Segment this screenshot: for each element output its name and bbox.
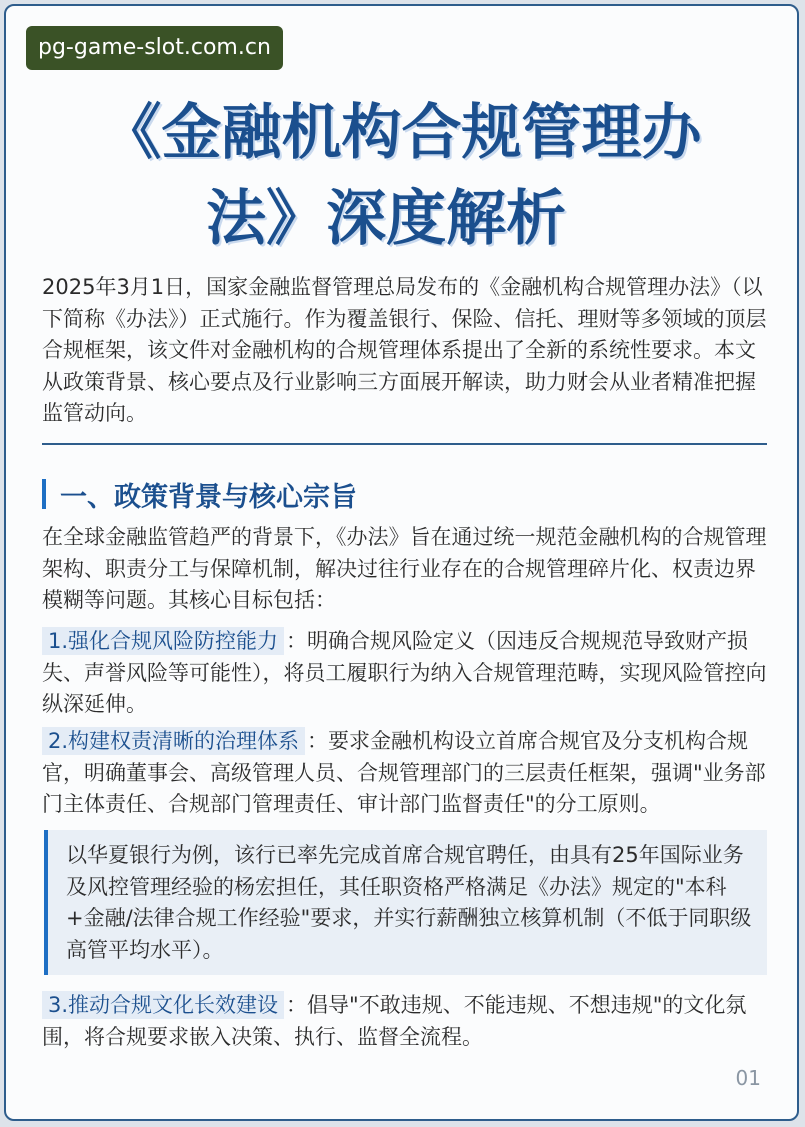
point-1-paragraph bbox=[42, 626, 767, 721]
example-callout: 以华夏银行为例，该行已率先完成首席合规官聘任，由具有25年国际业务及风控管理经验的杨宏担任，其任职资格严格满足《办法》规定的"本科+金融/法律合规工作经验"要求，并实行薪酬独立核算机制（不低于同职级高管平均水平）。 bbox=[44, 830, 767, 975]
point-2-paragraph bbox=[42, 726, 767, 821]
point-3-paragraph bbox=[42, 990, 767, 1053]
title-line-2: 法》深度解析 bbox=[206, 184, 566, 254]
page-number: 01 bbox=[735, 1066, 761, 1090]
point-2-text: ：要求金融机构设立首席合规官及分支机构合规官，明确董事会、高级管理人员、合规管理部门的三层责任框架，强调"业务部门主体责任、合规部门管理责任、审计部门监督责任"的分工原则。 bbox=[42, 729, 766, 816]
point-1-text: ：明确合规风险定义（因违反合规规范导致财产损失、声誉风险等可能性），将员工履职行为纳入合规管理范畴，实现风险管控向纵深延伸。 bbox=[42, 629, 767, 716]
watermark-label: pg-game-slot.com.cn bbox=[26, 26, 283, 70]
title-line-1: 《金融机构合规管理办 bbox=[101, 98, 702, 168]
point-3-label: 3.推动合规文化长效建设 bbox=[42, 991, 284, 1019]
point-3-text: ：倡导"不敢违规、不能违规、不想违规"的文化氛围，将合规要求嵌入决策、执行、监督全流程。 bbox=[42, 993, 747, 1049]
section-heading bbox=[42, 476, 357, 512]
section-accent-bar bbox=[42, 479, 46, 509]
point-2-label: 2.构建权责清晰的治理体系 bbox=[42, 727, 305, 755]
section-title: 一、政策背景与核心宗旨 bbox=[60, 481, 357, 513]
page-title bbox=[6, 90, 797, 262]
section-divider bbox=[42, 443, 767, 445]
document-page bbox=[4, 4, 799, 1121]
intro-paragraph: 2025年3月1日，国家金融监督管理总局发布的《金融机构合规管理办法》（以下简称《办法》）正式施行。作为覆盖银行、保险、信托、理财等多领域的顶层合规框架，该文件对金融机构的合规管理体系提出了全新的系统性要求。本文从政策背景、核心要点及行业影响三方面展开解读，助力财会从业者精准把握监管动向。 bbox=[42, 275, 767, 425]
point-1-label: 1.强化合规风险防控能力 bbox=[42, 627, 284, 655]
background-paragraph: 在全球金融监管趋严的背景下，《办法》旨在通过统一规范金融机构的合规管理架构、职责分工与保障机制，解决过往行业存在的合规管理碎片化、权责边界模糊等问题。其核心目标包括： bbox=[42, 525, 767, 612]
